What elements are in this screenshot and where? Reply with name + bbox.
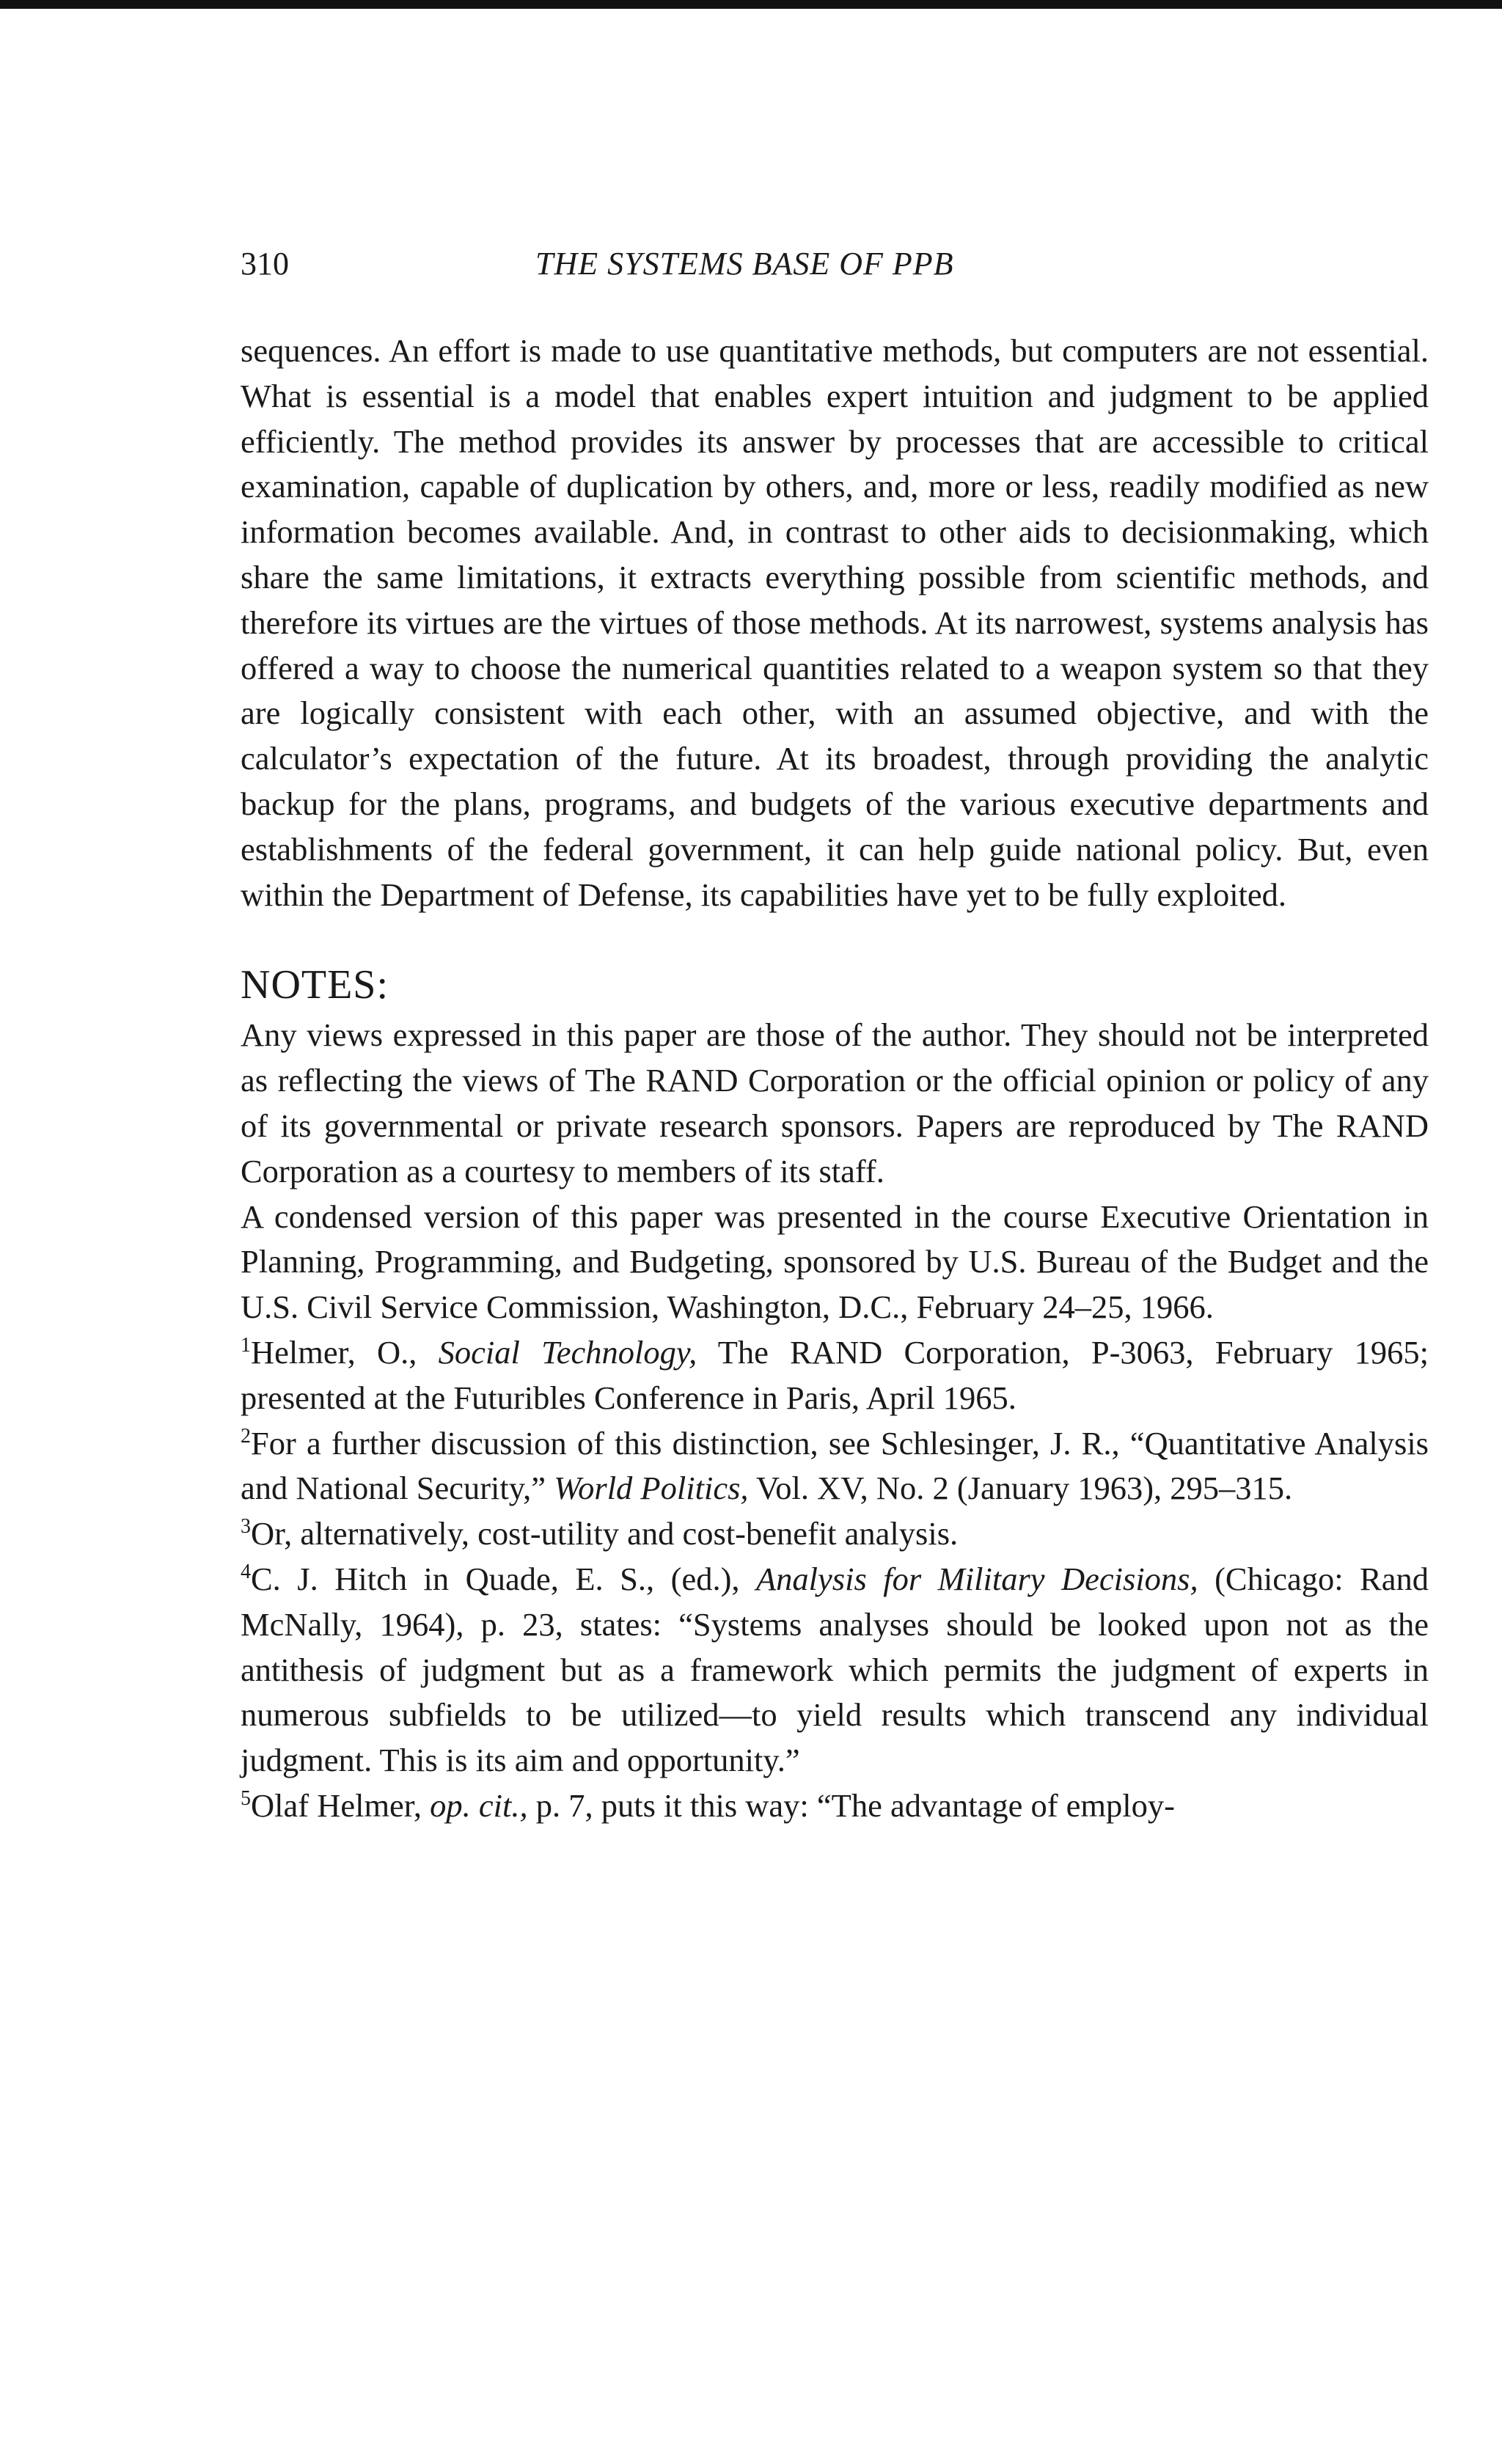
note-condensed-version: A condensed version of this paper was presented in the course Executive Orientation in Planning, Programming, and Budgeting, sponsored by U.S. Bureau of the Budget and the U.S. Civil Service Commission, Washington, D.C., February 24–25, 1966.	[241, 1198, 1429, 1326]
footnote-1-text-b: The RAND Corporation, P-3063, February 1965; presented at the Futuribles Conference in Paris, April 1965.	[241, 1333, 1429, 1416]
top-edge-rule	[0, 0, 1502, 9]
footnote-5-number: 5	[241, 1786, 251, 1810]
footnote-2-number: 2	[241, 1424, 251, 1448]
footnote-1	[241, 1330, 1429, 1421]
notes-section	[241, 1013, 1429, 1828]
page-number: 310	[241, 246, 289, 282]
footnote-2-text-b: Vol. XV, No. 2 (January 1963), 295–315.	[748, 1470, 1293, 1507]
footnote-2-title: World Politics,	[554, 1470, 749, 1507]
footnote-5	[241, 1783, 1429, 1829]
footnote-4-text-b: (Chicago: Rand McNally, 1964), p. 23, states: “Systems analyses should be looked upon not as the antithesis of judgment but as a framework which permits the judgment of experts in numerous subfields to be utilized—to yield results which transcend any individual judgment. This is its aim and opportunity.”	[241, 1560, 1429, 1779]
footnote-1-number: 1	[241, 1333, 251, 1357]
footnote-4	[241, 1557, 1429, 1783]
body-paragraph: sequences. An effort is made to use quantitative methods, but computers are not essential. What is essential is a model that enables expert intuition and judgment to be applied efficiently. The method provides its answer by processes that are accessible to critical examination, capable of duplication by others, and, more or less, readily modified as new information becomes available. And, in contrast to other aids to decisionmaking, which share the same limitations, it extracts everything possible from scientific methods, and therefore its virtues are the virtues of those methods. At its narrowest, systems analysis has offered a way to choose the numerical quantities related to a weapon system so that they are logically consistent with each other, with an assumed objective, and with the calculator’s expectation of the future. At its broadest, through providing the analytic backup for the plans, programs, and budgets of the various executive departments and establishments of the federal government, it can help guide national policy. But, even within the Department of Defense, its capabilities have yet to be fully exploited.	[241, 332, 1429, 913]
footnote-1-title: Social Technology,	[438, 1333, 697, 1371]
notes-heading: NOTES:	[241, 962, 389, 1008]
footnote-3-number: 3	[241, 1515, 251, 1539]
footnote-4-title: Analysis for Military Decisions,	[756, 1560, 1198, 1597]
footnote-2	[241, 1421, 1429, 1512]
running-title: THE SYSTEMS BASE OF PPB	[535, 246, 954, 282]
footnote-4-text-a: C. J. Hitch in Quade, E. S., (ed.),	[251, 1560, 756, 1597]
footnote-5-title: op. cit.,	[430, 1786, 528, 1824]
footnote-5-text-b: p. 7, puts it this way: “The advantage of employ-	[527, 1786, 1175, 1824]
footnote-3-text: Or, alternatively, cost-utility and cost-benefit analysis.	[251, 1515, 959, 1552]
page-content	[241, 242, 1429, 1829]
footnote-3	[241, 1511, 1429, 1557]
footnote-5-text-a: Olaf Helmer,	[251, 1786, 431, 1824]
note-disclaimer: Any views expressed in this paper are those of the author. They should not be interpreted as reflecting the views of The RAND Corporation or the official opinion or policy of any of its governmental or private research sponsors. Papers are reproduced by The RAND Corporation as a courtesy to members of its staff.	[241, 1016, 1429, 1189]
footnote-4-number: 4	[241, 1560, 251, 1583]
footnote-2-text-a: For a further discussion of this distinction, see Schlesinger, J. R., “Quantitative Analysis and National Security,”	[241, 1424, 1429, 1507]
running-header	[241, 242, 1429, 286]
footnote-1-text-a: Helmer, O.,	[251, 1333, 439, 1371]
